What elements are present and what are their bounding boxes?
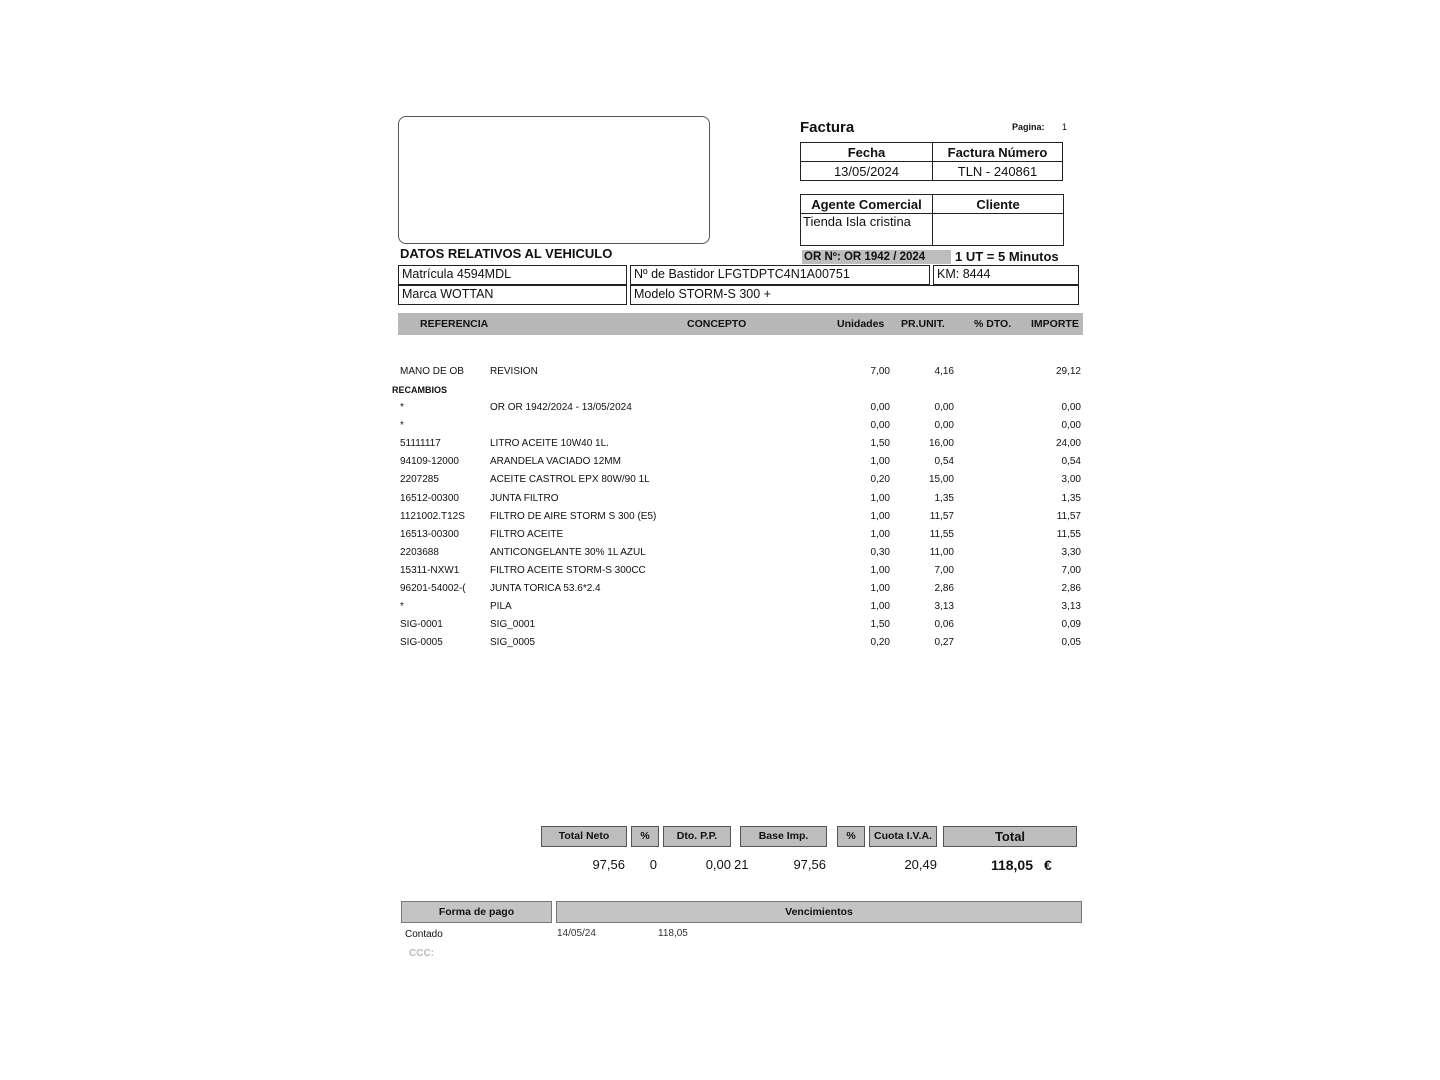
- agente-value: Tienda Isla cristina: [801, 214, 933, 246]
- matricula-field: Matrícula 4594MDL: [398, 265, 627, 285]
- part-unidades: 1,00: [870, 528, 890, 540]
- part-ref: *: [400, 420, 404, 432]
- base-imp-value: 97,56: [793, 857, 826, 872]
- page-label: Pagina:: [1012, 122, 1045, 132]
- part-unidades: 1,50: [870, 619, 890, 631]
- part-concepto: PILA: [490, 601, 512, 613]
- part-unidades: 0,00: [870, 420, 890, 432]
- part-ref: 2203688: [400, 546, 439, 558]
- part-precio: 0,00: [934, 402, 954, 413]
- total-neto-value: 97,56: [592, 857, 625, 872]
- cliente-label: Cliente: [933, 195, 1064, 214]
- part-ref: 16513-00300: [400, 528, 459, 540]
- table-row: [0, 565, 1440, 583]
- part-unidades: 1,00: [870, 456, 890, 468]
- vencimientos-label: Vencimientos: [556, 901, 1082, 923]
- dto-pp-value: 0,00: [705, 857, 731, 872]
- part-concepto: FILTRO ACEITE: [490, 528, 564, 540]
- part-ref: *: [400, 402, 404, 413]
- labor-precio: 4,16: [934, 366, 954, 377]
- ut-note: 1 UT = 5 Minutos: [955, 249, 1059, 264]
- labor-importe: 29,12: [1055, 366, 1081, 377]
- recambios-label: RECAMBIOS: [392, 385, 448, 395]
- table-row: [0, 637, 1440, 655]
- part-concepto: ACEITE CASTROL EPX 80W/90 1L: [490, 474, 650, 486]
- part-concepto: FILTRO DE AIRE STORM S 300 (E5): [490, 510, 657, 522]
- total-value: 118,05: [990, 857, 1033, 873]
- part-importe: 24,00: [1055, 438, 1081, 450]
- part-ref: 16512-00300: [400, 492, 459, 504]
- part-importe: 3,30: [1061, 546, 1081, 558]
- part-ref: 1121002.T12S: [400, 510, 465, 522]
- labor-unidades: 7,00: [870, 366, 890, 377]
- part-importe: 11,57: [1056, 510, 1081, 522]
- part-unidades: 0,20: [870, 474, 890, 486]
- part-unidades: 1,00: [870, 601, 890, 613]
- part-concepto: JUNTA TORICA 53.6*2.4: [490, 583, 601, 594]
- part-precio: 11,55: [929, 528, 954, 540]
- part-importe: 7,00: [1061, 564, 1081, 576]
- part-precio: 3,13: [934, 601, 954, 613]
- part-importe: 3,13: [1061, 601, 1081, 613]
- part-concepto: ARANDELA VACIADO 12MM: [490, 456, 621, 468]
- total-neto-label: Total Neto: [541, 826, 627, 847]
- part-concepto: OR OR 1942/2024 - 13/05/2024: [490, 402, 632, 413]
- part-concepto: LITRO ACEITE 10W40 1L.: [490, 438, 609, 450]
- table-row: [0, 420, 1440, 438]
- part-ref: 94109-12000: [400, 456, 459, 468]
- col-precio-unitario: PR.UNIT.: [901, 318, 945, 330]
- items-table-header: [398, 313, 1083, 335]
- part-ref: SIG-0005: [400, 637, 443, 649]
- table-row: [0, 474, 1440, 492]
- modelo-field: Modelo STORM-S 300 +: [630, 285, 1079, 305]
- part-concepto: SIG_0005: [490, 637, 536, 649]
- or-number-badge: OR Nº: OR 1942 / 2024: [802, 250, 951, 264]
- base-imp-label: Base Imp.: [740, 826, 827, 847]
- document-title: Factura: [800, 119, 855, 136]
- part-concepto: ANTICONGELANTE 30% 1L AZUL: [490, 546, 646, 558]
- part-unidades: 1,50: [870, 438, 890, 450]
- part-importe: 11,55: [1056, 528, 1081, 540]
- table-row: [0, 547, 1440, 565]
- table-row: [0, 438, 1440, 456]
- part-importe: 0,54: [1061, 456, 1081, 468]
- vehicle-section-title: DATOS RELATIVOS AL VEHICULO: [400, 246, 613, 261]
- part-unidades: 1,00: [870, 564, 890, 576]
- part-precio: 11,57: [929, 510, 954, 522]
- forma-pago-value: Contado: [405, 929, 443, 940]
- part-precio: 0,00: [934, 420, 954, 432]
- part-ref: 2207285: [400, 474, 439, 486]
- marca-field: Marca WOTTAN: [398, 285, 627, 305]
- km-field: KM: 8444: [933, 265, 1079, 285]
- part-ref: 15311-NXW1: [400, 564, 460, 576]
- col-importe: IMPORTE: [1031, 318, 1079, 330]
- table-row: [0, 619, 1440, 637]
- cuota-iva-label: Cuota I.V.A.: [869, 826, 937, 847]
- iva-pct-label: %: [837, 826, 865, 847]
- part-unidades: 0,20: [870, 637, 890, 649]
- fecha-value: 13/05/2024: [801, 162, 933, 181]
- part-precio: 0,54: [934, 456, 954, 468]
- part-precio: 0,27: [934, 637, 954, 649]
- dto-pp-label: Dto. P.P.: [663, 826, 731, 847]
- part-unidades: 0,30: [870, 546, 890, 558]
- table-row: [0, 511, 1440, 529]
- part-ref: 51111117: [400, 438, 441, 450]
- part-concepto: FILTRO ACEITE STORM-S 300CC: [490, 564, 646, 576]
- part-importe: 3,00: [1061, 474, 1081, 486]
- page-number: 1: [1062, 122, 1068, 132]
- part-importe: 1,35: [1061, 492, 1081, 504]
- agente-label: Agente Comercial: [801, 195, 933, 214]
- bastidor-field: Nº de Bastidor LFGTDPTC4N1A00751: [630, 265, 930, 285]
- part-unidades: 1,00: [870, 492, 890, 504]
- vencimiento-importe: 118,05: [658, 928, 688, 939]
- part-concepto: JUNTA FILTRO: [490, 492, 559, 504]
- factura-numero-value: TLN - 240861: [933, 162, 1063, 181]
- col-unidades: Unidades: [837, 318, 885, 330]
- part-concepto: SIG_0001: [490, 619, 536, 631]
- iva-pct-value: 21: [734, 857, 749, 872]
- currency-symbol: €: [1044, 857, 1052, 873]
- part-unidades: 1,00: [870, 583, 890, 594]
- part-precio: 7,00: [934, 564, 954, 576]
- labor-ref: MANO DE OB: [400, 366, 464, 377]
- cliente-value: [933, 214, 1064, 246]
- part-precio: 0,06: [934, 619, 954, 631]
- part-ref: SIG-0001: [400, 619, 443, 631]
- discount-pct-label: %: [631, 826, 659, 847]
- forma-pago-label: Forma de pago: [401, 901, 552, 923]
- labor-concepto: REVISION: [490, 366, 538, 377]
- labor-row: [0, 366, 1440, 384]
- part-importe: 0,05: [1061, 637, 1081, 649]
- part-precio: 1,35: [934, 492, 954, 504]
- factura-numero-label: Factura Número: [933, 143, 1063, 162]
- fecha-label: Fecha: [801, 143, 933, 162]
- part-ref: 96201-54002-(: [400, 583, 466, 594]
- col-descuento: % DTO.: [974, 318, 1012, 330]
- total-label: Total: [943, 826, 1077, 847]
- table-row: [0, 402, 1440, 420]
- part-importe: 0,09: [1061, 619, 1081, 631]
- table-row: [0, 493, 1440, 511]
- part-precio: 16,00: [928, 438, 954, 450]
- vencimiento-fecha: 14/05/24: [557, 928, 596, 939]
- invoice-date-number-table: [800, 142, 1063, 181]
- col-concepto: CONCEPTO: [687, 318, 747, 330]
- part-importe: 2,86: [1061, 583, 1081, 594]
- table-row: [0, 601, 1440, 619]
- cuota-iva-value: 20,49: [904, 857, 937, 872]
- ccc-label: CCC:: [409, 948, 434, 959]
- part-importe: 0,00: [1061, 420, 1081, 432]
- part-unidades: 1,00: [870, 510, 890, 522]
- table-row: [0, 583, 1440, 601]
- col-referencia: REFERENCIA: [420, 318, 489, 330]
- part-precio: 15,00: [928, 474, 954, 486]
- agent-client-table: [800, 194, 1064, 246]
- part-ref: *: [400, 601, 404, 613]
- table-row: [0, 456, 1440, 474]
- discount-pct-value: 0: [649, 857, 657, 872]
- part-importe: 0,00: [1061, 402, 1081, 413]
- part-precio: 11,00: [929, 546, 954, 558]
- table-row: [0, 529, 1440, 547]
- part-precio: 2,86: [934, 583, 954, 594]
- part-unidades: 0,00: [870, 402, 890, 413]
- address-box: [398, 116, 710, 244]
